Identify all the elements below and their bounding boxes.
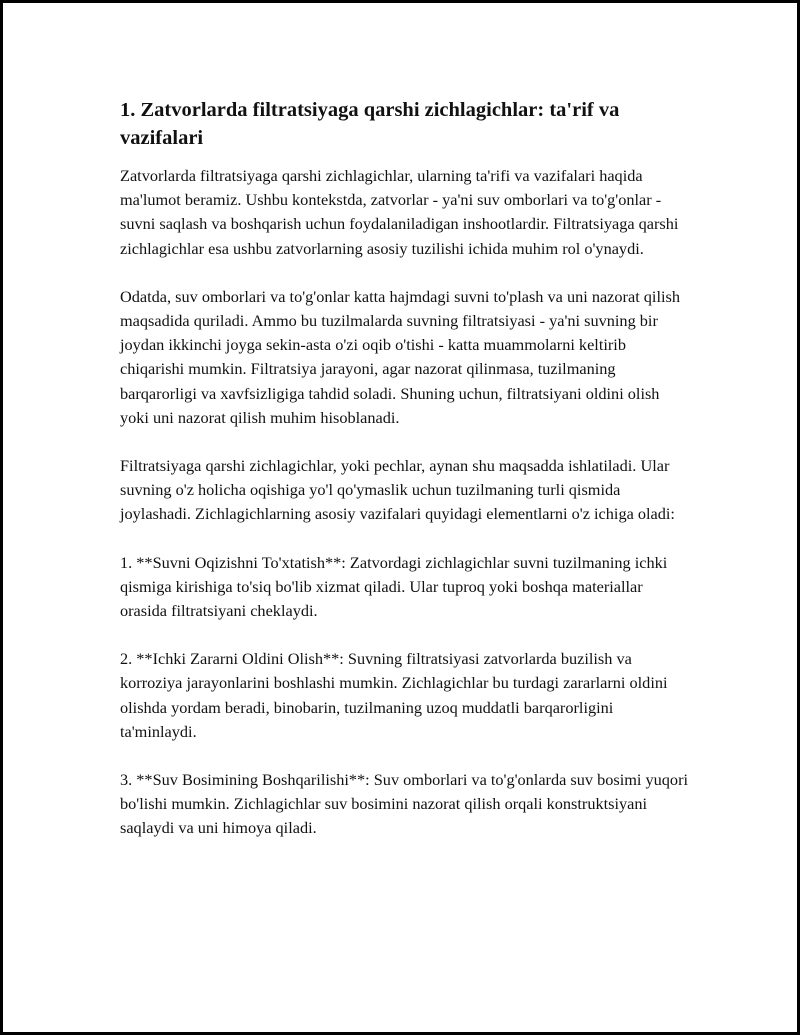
- paragraph-context: Odatda, suv omborlari va to'g'onlar katta hajmdagi suvni to'plash va uni nazorat qilish maqsadida quriladi. Ammo bu tuzilmalarda suvning filtratsiyasi - ya'ni suvning bir joydan ikkinchi joyga sekin-asta o'zi oqib o'tishi - katta muammolarni keltirib chiqarishi mumkin. Filtratsiya jarayoni, agar nazorat qilinmasa, tuzilmaning barqarorligi va xavfsizligiga tahdid soladi. Shuning uchun, filtratsiyani oldini olish yoki uni nazorat qilish muhim hisoblanadi.: [120, 286, 680, 427]
- list-item-2: 2. **Ichki Zararni Oldini Olish**: Suvning filtratsiyasi zatvorlarda buzilish va korroziya jarayonlarini boshlashi mumkin. Zichlagichlar bu turdagi zararlarni oldini olishda yordam beradi, binobarin, tuzilmaning uzoq muddatli barqarorligini ta'minlaydi.: [120, 649, 668, 741]
- section-heading: 1. Zatvorlarda filtratsiyaga qarshi zichlagichlar: ta'rif va vazifalari: [120, 99, 620, 149]
- paragraph-purpose: Filtratsiyaga qarshi zichlagichlar, yoki pechlar, aynan shu maqsadda ishlatiladi. Ular suvning o'z holicha oqishiga yo'l qo'ymaslik uchun tuzilmaning turli qismida joylashadi. Zichlagichlarning asosiy vazifalari quyidagi elementlarni o'z ichiga oladi:: [120, 456, 675, 524]
- page-content: [120, 96, 690, 865]
- list-item-3: 3. **Suv Bosimining Boshqarilishi**: Suv omborlari va to'g'onlarda suv bosimi yuqori bo'lishi mumkin. Zichlagichlar suv bosimini nazorat qilish orqali konstruktsiyani saqlaydi va uni himoya qiladi.: [120, 770, 689, 838]
- paragraph-intro: Zatvorlarda filtratsiyaga qarshi zichlagichlar, ularning ta'rifi va vazifalari haqida ma'lumot beramiz. Ushbu kontekstda, zatvorlar - ya'ni suv omborlari va to'g'onlar - suvni saqlash va boshqarish uchun foydalaniladigan inshootlardir. Filtratsiyaga qarshi zichlagichlar esa ushbu zatvorlarning asosiy tuzilishi ichida muhim rol o'ynaydi.: [120, 166, 679, 258]
- list-item-1: 1. **Suvni Oqizishni To'xtatish**: Zatvordagi zichlagichlar suvni tuzilmaning ichki qismiga kirishiga to'siq bo'lib xizmat qiladi. Ular tuproq yoki boshqa materiallar orasida filtratsiyani cheklaydi.: [120, 552, 668, 621]
